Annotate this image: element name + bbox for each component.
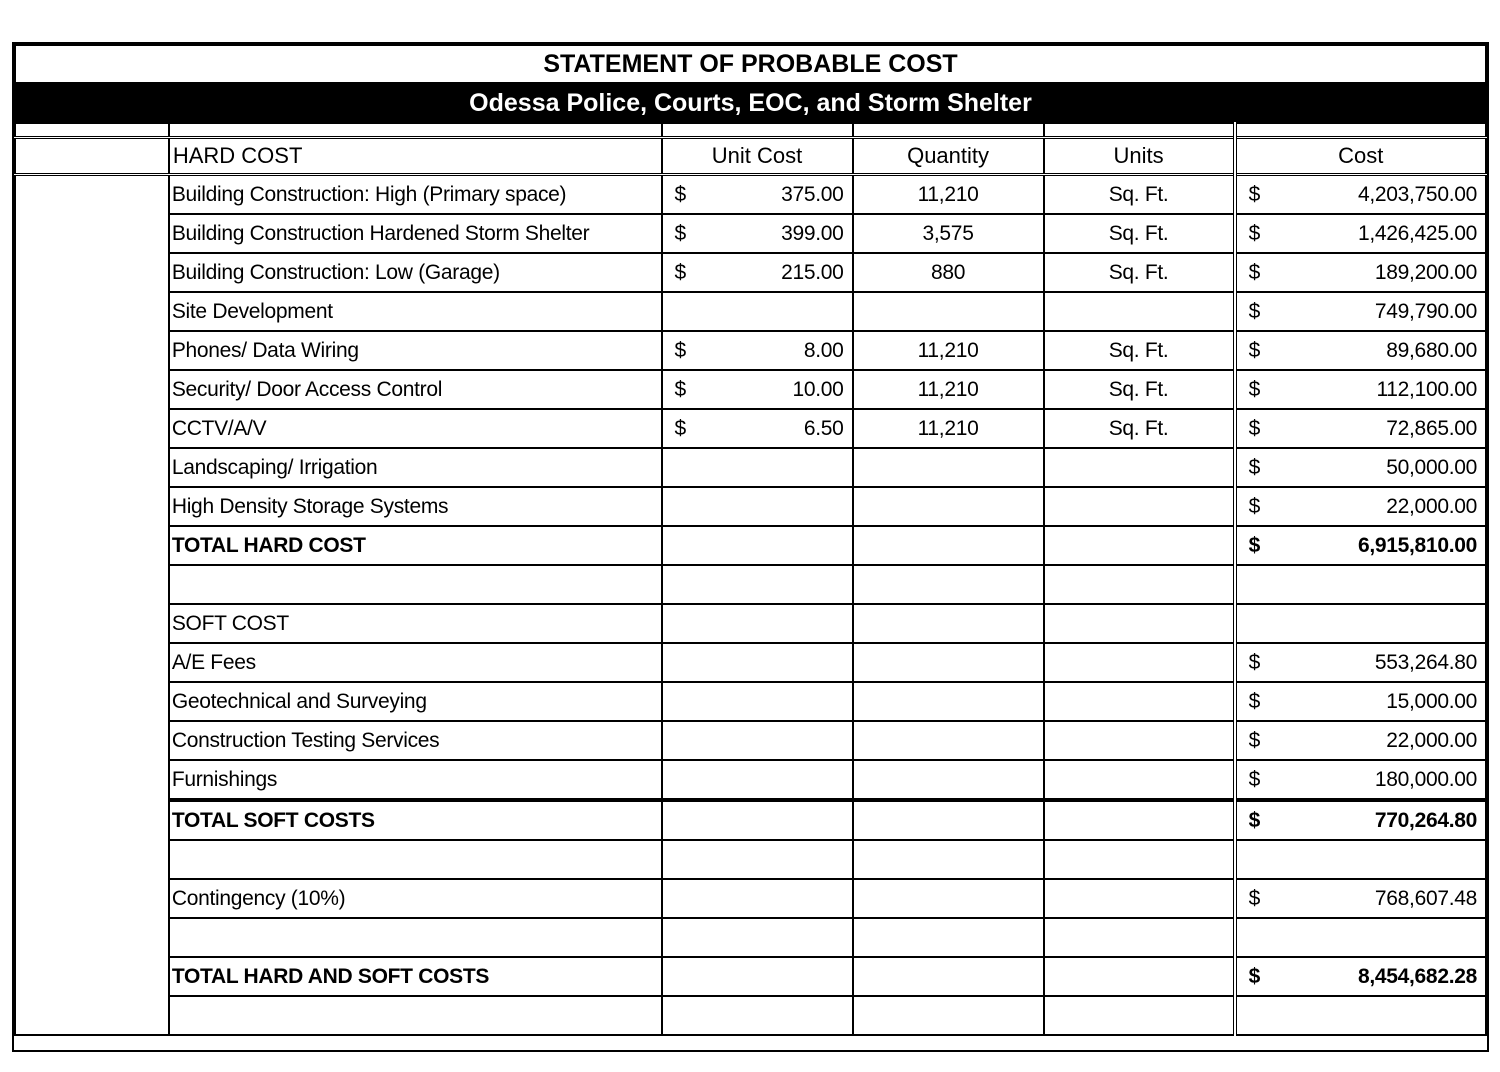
units-cell: Sq. Ft. <box>1044 409 1235 448</box>
currency-symbol: $ <box>1248 728 1260 752</box>
unit-cost-cell <box>662 487 853 526</box>
units-cell <box>1044 879 1235 918</box>
quantity-cell: 3,575 <box>853 214 1044 253</box>
quantity-cell <box>853 448 1044 487</box>
total-row <box>15 526 1486 565</box>
quantity-cell <box>853 996 1044 1035</box>
project-name: Odessa Police, Courts, EOC, and Storm Shelter <box>15 83 1486 123</box>
unit-cost-value: 399.00 <box>781 221 844 245</box>
unit-cost-cell <box>662 996 853 1035</box>
unit-cost-value: 215.00 <box>781 260 844 284</box>
table-row <box>15 682 1486 721</box>
currency-symbol: $ <box>674 377 686 401</box>
unit-cost-cell <box>662 604 853 643</box>
table-row <box>15 487 1486 526</box>
row-label: TOTAL HARD AND SOFT COSTS <box>169 957 662 996</box>
blank-margin-column <box>15 175 169 1036</box>
unit-cost-cell <box>662 370 853 409</box>
currency-symbol: $ <box>1248 808 1260 832</box>
units-cell: Sq. Ft. <box>1044 253 1235 292</box>
currency-symbol: $ <box>1248 299 1260 323</box>
cost-cell <box>1235 996 1486 1035</box>
currency-symbol: $ <box>1248 650 1260 674</box>
cost-cell <box>1235 214 1486 253</box>
cost-value: 6,915,810.00 <box>1357 533 1477 557</box>
unit-cost-cell <box>662 214 853 253</box>
table-row <box>15 996 1486 1035</box>
row-label <box>169 565 662 604</box>
row-label: Landscaping/ Irrigation <box>169 448 662 487</box>
row-label <box>169 840 662 879</box>
currency-symbol: $ <box>1248 221 1260 245</box>
unit-cost-cell <box>662 175 853 215</box>
row-label: Security/ Door Access Control <box>169 370 662 409</box>
cost-cell <box>1235 760 1486 800</box>
cost-cell <box>1235 331 1486 370</box>
units-cell <box>1044 643 1235 682</box>
quantity-cell <box>853 840 1044 879</box>
cost-cell <box>1235 604 1486 643</box>
row-label: SOFT COST <box>169 604 662 643</box>
cost-value: 22,000.00 <box>1386 494 1477 518</box>
quantity-cell: 11,210 <box>853 175 1044 215</box>
cost-value: 1,426,425.00 <box>1357 221 1477 245</box>
cost-cell <box>1235 918 1486 957</box>
cost-cell <box>1235 370 1486 409</box>
quantity-cell <box>853 565 1044 604</box>
cost-value: 749,790.00 <box>1374 299 1477 323</box>
unit-cost-cell <box>662 721 853 760</box>
cost-cell <box>1235 565 1486 604</box>
unit-cost-cell <box>662 879 853 918</box>
currency-symbol: $ <box>1248 767 1260 791</box>
cost-value: 4,203,750.00 <box>1357 182 1477 206</box>
units-cell <box>1044 957 1235 996</box>
quantity-cell: 11,210 <box>853 331 1044 370</box>
quantity-cell: 11,210 <box>853 370 1044 409</box>
currency-symbol: $ <box>1248 455 1260 479</box>
table-row <box>15 214 1486 253</box>
total-row <box>15 957 1486 996</box>
unit-cost-cell <box>662 292 853 331</box>
currency-symbol: $ <box>1248 182 1260 206</box>
units-cell <box>1044 487 1235 526</box>
unit-cost-header: Unit Cost <box>662 138 853 175</box>
quantity-cell <box>853 292 1044 331</box>
cost-value: 72,865.00 <box>1386 416 1477 440</box>
currency-symbol: $ <box>1248 964 1260 988</box>
cost-cell <box>1235 448 1486 487</box>
cost-statement-sheet <box>12 42 1489 1052</box>
units-cell: Sq. Ft. <box>1044 214 1235 253</box>
table-row <box>15 409 1486 448</box>
cost-cell <box>1235 840 1486 879</box>
row-label: Site Development <box>169 292 662 331</box>
cost-value: 89,680.00 <box>1386 338 1477 362</box>
quantity-cell <box>853 800 1044 840</box>
cost-header: Cost <box>1235 138 1486 175</box>
units-cell <box>1044 800 1235 840</box>
table-row <box>15 331 1486 370</box>
unit-cost-cell <box>662 760 853 800</box>
cost-cell <box>1235 526 1486 565</box>
table-row <box>15 721 1486 760</box>
cost-value: 553,264.80 <box>1374 650 1477 674</box>
cost-cell <box>1235 800 1486 840</box>
unit-cost-cell <box>662 448 853 487</box>
currency-symbol: $ <box>674 182 686 206</box>
row-label: Contingency (10%) <box>169 879 662 918</box>
table-row <box>15 643 1486 682</box>
unit-cost-cell <box>662 526 853 565</box>
table-row <box>15 760 1486 800</box>
cost-value: 770,264.80 <box>1374 808 1477 832</box>
units-cell <box>1044 292 1235 331</box>
row-label: Furnishings <box>169 760 662 800</box>
row-label: Building Construction: High (Primary space) <box>169 175 662 215</box>
row-label: Phones/ Data Wiring <box>169 331 662 370</box>
row-label: Building Construction Hardened Storm Shelter <box>169 214 662 253</box>
column-header-row <box>15 138 1486 175</box>
quantity-cell <box>853 487 1044 526</box>
currency-symbol: $ <box>1248 886 1260 910</box>
unit-cost-value: 375.00 <box>781 182 844 206</box>
cost-cell <box>1235 253 1486 292</box>
units-cell <box>1044 840 1235 879</box>
table-row <box>15 918 1486 957</box>
unit-cost-cell <box>662 409 853 448</box>
quantity-cell <box>853 879 1044 918</box>
cost-cell <box>1235 409 1486 448</box>
table-row <box>15 253 1486 292</box>
row-label <box>169 918 662 957</box>
currency-symbol: $ <box>1248 533 1260 557</box>
unit-cost-value: 8.00 <box>803 338 844 362</box>
unit-cost-cell <box>662 840 853 879</box>
cost-table <box>14 44 1487 1036</box>
table-row <box>15 840 1486 879</box>
cost-value: 768,607.48 <box>1374 886 1477 910</box>
currency-symbol: $ <box>1248 494 1260 518</box>
hard-cost-header: HARD COST <box>169 138 662 175</box>
quantity-cell <box>853 957 1044 996</box>
cost-value: 112,100.00 <box>1376 377 1477 401</box>
units-cell <box>1044 565 1235 604</box>
unit-cost-value: 6.50 <box>803 416 844 440</box>
currency-symbol: $ <box>674 416 686 440</box>
cost-cell <box>1235 175 1486 215</box>
cost-cell <box>1235 879 1486 918</box>
currency-symbol: $ <box>1248 377 1260 401</box>
row-label: High Density Storage Systems <box>169 487 662 526</box>
cost-cell <box>1235 682 1486 721</box>
units-cell: Sq. Ft. <box>1044 331 1235 370</box>
units-cell: Sq. Ft. <box>1044 175 1235 215</box>
cost-cell <box>1235 721 1486 760</box>
quantity-cell <box>853 918 1044 957</box>
unit-cost-cell <box>662 682 853 721</box>
table-row <box>15 879 1486 918</box>
table-row <box>15 292 1486 331</box>
row-label: TOTAL HARD COST <box>169 526 662 565</box>
units-cell: Sq. Ft. <box>1044 370 1235 409</box>
currency-symbol: $ <box>674 221 686 245</box>
units-cell <box>1044 526 1235 565</box>
quantity-cell: 880 <box>853 253 1044 292</box>
units-cell <box>1044 682 1235 721</box>
table-row <box>15 370 1486 409</box>
cost-value: 8,454,682.28 <box>1357 964 1477 988</box>
cost-value: 189,200.00 <box>1374 260 1477 284</box>
cost-cell <box>1235 292 1486 331</box>
cost-value: 15,000.00 <box>1386 689 1477 713</box>
currency-symbol: $ <box>674 338 686 362</box>
table-row <box>15 565 1486 604</box>
unit-cost-cell <box>662 957 853 996</box>
table-row <box>15 448 1486 487</box>
quantity-cell <box>853 526 1044 565</box>
unit-cost-value: 10.00 <box>792 377 844 401</box>
quantity-cell: 11,210 <box>853 409 1044 448</box>
unit-cost-cell <box>662 331 853 370</box>
currency-symbol: $ <box>674 260 686 284</box>
units-cell <box>1044 721 1235 760</box>
currency-symbol: $ <box>1248 689 1260 713</box>
units-cell <box>1044 448 1235 487</box>
unit-cost-cell <box>662 643 853 682</box>
document-title: STATEMENT OF PROBABLE COST <box>15 45 1486 83</box>
units-cell <box>1044 996 1235 1035</box>
quantity-header: Quantity <box>853 138 1044 175</box>
units-cell <box>1044 760 1235 800</box>
table-row <box>15 175 1486 215</box>
currency-symbol: $ <box>1248 260 1260 284</box>
row-label: Building Construction: Low (Garage) <box>169 253 662 292</box>
cost-cell <box>1235 487 1486 526</box>
currency-symbol: $ <box>1248 416 1260 440</box>
cost-cell <box>1235 957 1486 996</box>
cost-value: 22,000.00 <box>1386 728 1477 752</box>
table-row <box>15 604 1486 643</box>
units-cell <box>1044 918 1235 957</box>
unit-cost-cell <box>662 253 853 292</box>
unit-cost-cell <box>662 565 853 604</box>
row-label: A/E Fees <box>169 643 662 682</box>
quantity-cell <box>853 721 1044 760</box>
units-cell <box>1044 604 1235 643</box>
cost-cell <box>1235 643 1486 682</box>
row-label <box>169 996 662 1035</box>
quantity-cell <box>853 643 1044 682</box>
quantity-cell <box>853 604 1044 643</box>
cost-value: 180,000.00 <box>1374 767 1477 791</box>
currency-symbol: $ <box>1248 338 1260 362</box>
row-label: TOTAL SOFT COSTS <box>169 800 662 840</box>
quantity-cell <box>853 682 1044 721</box>
total-row <box>15 800 1486 840</box>
unit-cost-cell <box>662 918 853 957</box>
cost-value: 50,000.00 <box>1386 455 1477 479</box>
unit-cost-cell <box>662 800 853 840</box>
row-label: Construction Testing Services <box>169 721 662 760</box>
quantity-cell <box>853 760 1044 800</box>
row-label: CCTV/A/V <box>169 409 662 448</box>
units-header: Units <box>1044 138 1235 175</box>
row-label: Geotechnical and Surveying <box>169 682 662 721</box>
